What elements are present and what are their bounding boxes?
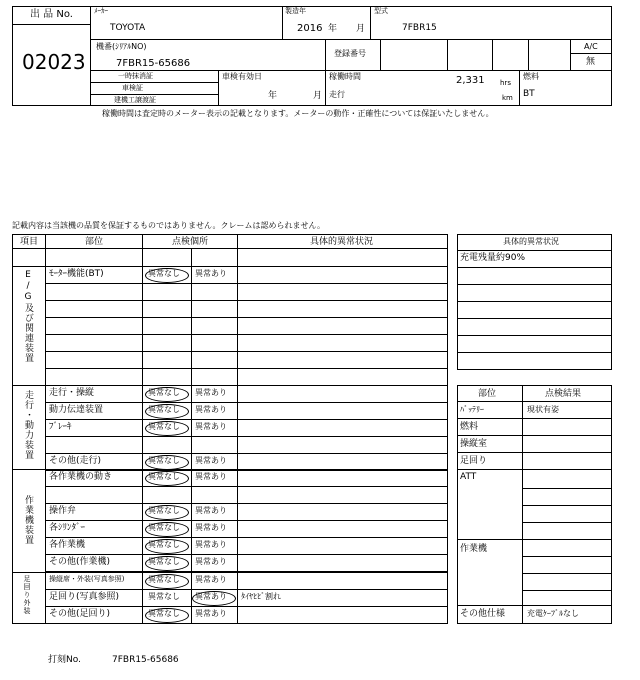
lot-no-label: 出 品 No. bbox=[30, 9, 73, 20]
reg-label: 登録番号 bbox=[334, 49, 366, 58]
insp-month-unit: 月 bbox=[313, 91, 323, 101]
ng-label: 異常あり bbox=[195, 405, 227, 414]
ok-label: 異常なし bbox=[148, 558, 180, 566]
part-label: 操作弁 bbox=[49, 506, 77, 516]
part-label: 各作業機 bbox=[49, 540, 86, 550]
stamp-label: 打刻No. bbox=[48, 655, 81, 665]
lot-no: 02023 bbox=[22, 50, 86, 74]
ng-label: 異常あり bbox=[195, 472, 227, 481]
hours-value: 2,331 bbox=[456, 75, 485, 86]
ng-label: 異常あり bbox=[195, 609, 227, 618]
hours-unit: hrs bbox=[500, 79, 511, 87]
group-label-engine: E/G及び関連装置 bbox=[23, 270, 33, 363]
rb-other-spec: その他仕様 bbox=[460, 609, 506, 619]
part-label: その他(走行) bbox=[49, 456, 102, 466]
group-label-undercarriage: 足回り外装 bbox=[23, 575, 31, 615]
part-label: 走行・操縦 bbox=[49, 388, 95, 398]
ng-label: 異常あり bbox=[195, 593, 227, 601]
km-unit: km bbox=[502, 94, 513, 102]
ng-label: 異常あり bbox=[195, 388, 227, 397]
ok-label: 異常なし bbox=[148, 610, 180, 618]
part-label: 動力伝達装置 bbox=[49, 405, 104, 415]
rb-cab: 操縦室 bbox=[460, 439, 488, 449]
ng-label: 異常あり bbox=[195, 557, 227, 566]
col-part-header: 部位 bbox=[85, 237, 104, 247]
note-quality: 記載内容は当該機の品質を保証するものではありません。クレームは認められません。 bbox=[12, 221, 325, 230]
ok-label: 異常なし bbox=[148, 270, 180, 278]
col-item-header: 項目 bbox=[20, 237, 39, 247]
rb-work: 作業機 bbox=[460, 544, 488, 554]
cert-label-1: 一時抹消証 bbox=[118, 72, 153, 80]
year-value: 2016 bbox=[297, 23, 323, 34]
ng-label: 異常あり bbox=[195, 575, 227, 584]
stamp-value: 7FBR15-65686 bbox=[112, 655, 179, 665]
inspection-label: 車検有効日 bbox=[222, 72, 262, 81]
part-label: 操縦席・外装(写真参照) bbox=[49, 575, 125, 583]
circle-mark bbox=[145, 471, 189, 486]
right-top-header: 具体的異常状況 bbox=[503, 237, 559, 246]
rb-other-spec-result: 充電ｹｰﾌﾞﾙなし bbox=[527, 609, 579, 618]
ok-label: 異常なし bbox=[148, 423, 180, 431]
rb-fuel: 燃料 bbox=[460, 422, 479, 432]
fuel-value: BT bbox=[523, 89, 535, 99]
ac-label: A/C bbox=[584, 42, 598, 51]
model-value: 7FBR15 bbox=[402, 23, 437, 33]
col-check-header: 点検個所 bbox=[172, 237, 209, 247]
part-label: 各作業機の動き bbox=[49, 472, 113, 482]
ng-label: 異常あり bbox=[195, 523, 227, 532]
part-label: その他(足回り) bbox=[49, 609, 111, 619]
ok-label: 異常なし bbox=[148, 473, 180, 481]
circle-mark bbox=[145, 268, 189, 283]
rb-battery: ﾊﾞｯﾃﾘｰ bbox=[460, 405, 484, 414]
year-unit: 年 bbox=[328, 24, 338, 34]
detail-text: ﾀｲﾔﾋﾋﾞ割れ bbox=[241, 592, 281, 601]
circle-mark bbox=[145, 387, 189, 402]
part-label: ﾌﾞﾚｰｷ bbox=[49, 422, 72, 432]
ng-label: 異常あり bbox=[195, 540, 227, 549]
month-unit: 月 bbox=[356, 24, 366, 34]
circle-mark bbox=[145, 505, 189, 520]
ok-label: 異常なし bbox=[148, 389, 180, 397]
model-label: 型式 bbox=[374, 7, 388, 15]
header-frame bbox=[12, 6, 612, 106]
ok-label: 異常なし bbox=[148, 406, 180, 414]
cert-label-3: 建機工譲渡証 bbox=[114, 96, 156, 104]
ok-label: 異常なし bbox=[148, 541, 180, 549]
year-label: 製造年 bbox=[285, 7, 306, 15]
circle-mark bbox=[145, 539, 189, 554]
part-label: 各ｼﾘﾝﾀﾞｰ bbox=[49, 523, 86, 533]
circle-mark bbox=[145, 574, 189, 589]
serial-value: 7FBR15-65686 bbox=[116, 58, 191, 69]
ok-label: 異常なし bbox=[148, 524, 180, 532]
rb-part-header: 部位 bbox=[478, 389, 497, 399]
ng-label: 異常あり bbox=[195, 422, 227, 431]
ng-label: 異常あり bbox=[195, 506, 227, 515]
ng-label: 異常あり bbox=[195, 456, 227, 465]
ok-label: 異常なし bbox=[148, 457, 180, 465]
ng-label: 異常あり bbox=[195, 269, 227, 278]
part-label: その他(作業機) bbox=[49, 557, 111, 567]
circle-mark bbox=[145, 522, 189, 537]
rb-undercarriage: 足回り bbox=[460, 456, 488, 466]
circle-mark bbox=[192, 591, 236, 606]
circle-mark bbox=[145, 455, 189, 470]
fuel-label: 燃料 bbox=[523, 72, 539, 81]
ok-label: 異常なし bbox=[148, 576, 180, 584]
circle-mark bbox=[145, 421, 189, 436]
group-label-drive: 走行・動力装置 bbox=[23, 390, 33, 460]
circle-mark bbox=[145, 556, 189, 571]
maker-value: TOYOTA bbox=[110, 23, 146, 33]
insp-year-unit: 年 bbox=[268, 91, 278, 101]
cert-label-2: 車検証 bbox=[122, 84, 143, 92]
rb-battery-result: 現状有姿 bbox=[527, 405, 559, 414]
maker-label: ﾒｰｶｰ bbox=[94, 7, 108, 15]
ac-value: 無 bbox=[586, 57, 596, 67]
hours-label: 稼働時間 bbox=[329, 72, 361, 81]
col-detail-header: 具体的異常状況 bbox=[310, 237, 374, 247]
circle-mark bbox=[145, 404, 189, 419]
km-label: 走行 bbox=[329, 90, 345, 99]
group-label-work: 作業機装置 bbox=[23, 495, 33, 545]
note-hours: 稼働時間は査定時のメーター表示の記載となります。メーターの動作・正確性については保証いたしません。 bbox=[102, 109, 494, 118]
circle-mark bbox=[145, 608, 189, 623]
part-label: 足回り(写真参照) bbox=[49, 592, 120, 602]
serial-label: 機番(ｼﾘｱﾙNO) bbox=[96, 42, 147, 51]
rb-att: ATT bbox=[460, 472, 477, 482]
ok-label: 異常なし bbox=[148, 507, 180, 515]
right-top-detail: 充電残量約90% bbox=[460, 253, 526, 263]
ok-label: 異常なし bbox=[148, 592, 180, 601]
part-label: ﾓｰﾀｰ機能(BT) bbox=[49, 269, 104, 279]
rb-result-header: 点検結果 bbox=[545, 389, 582, 399]
